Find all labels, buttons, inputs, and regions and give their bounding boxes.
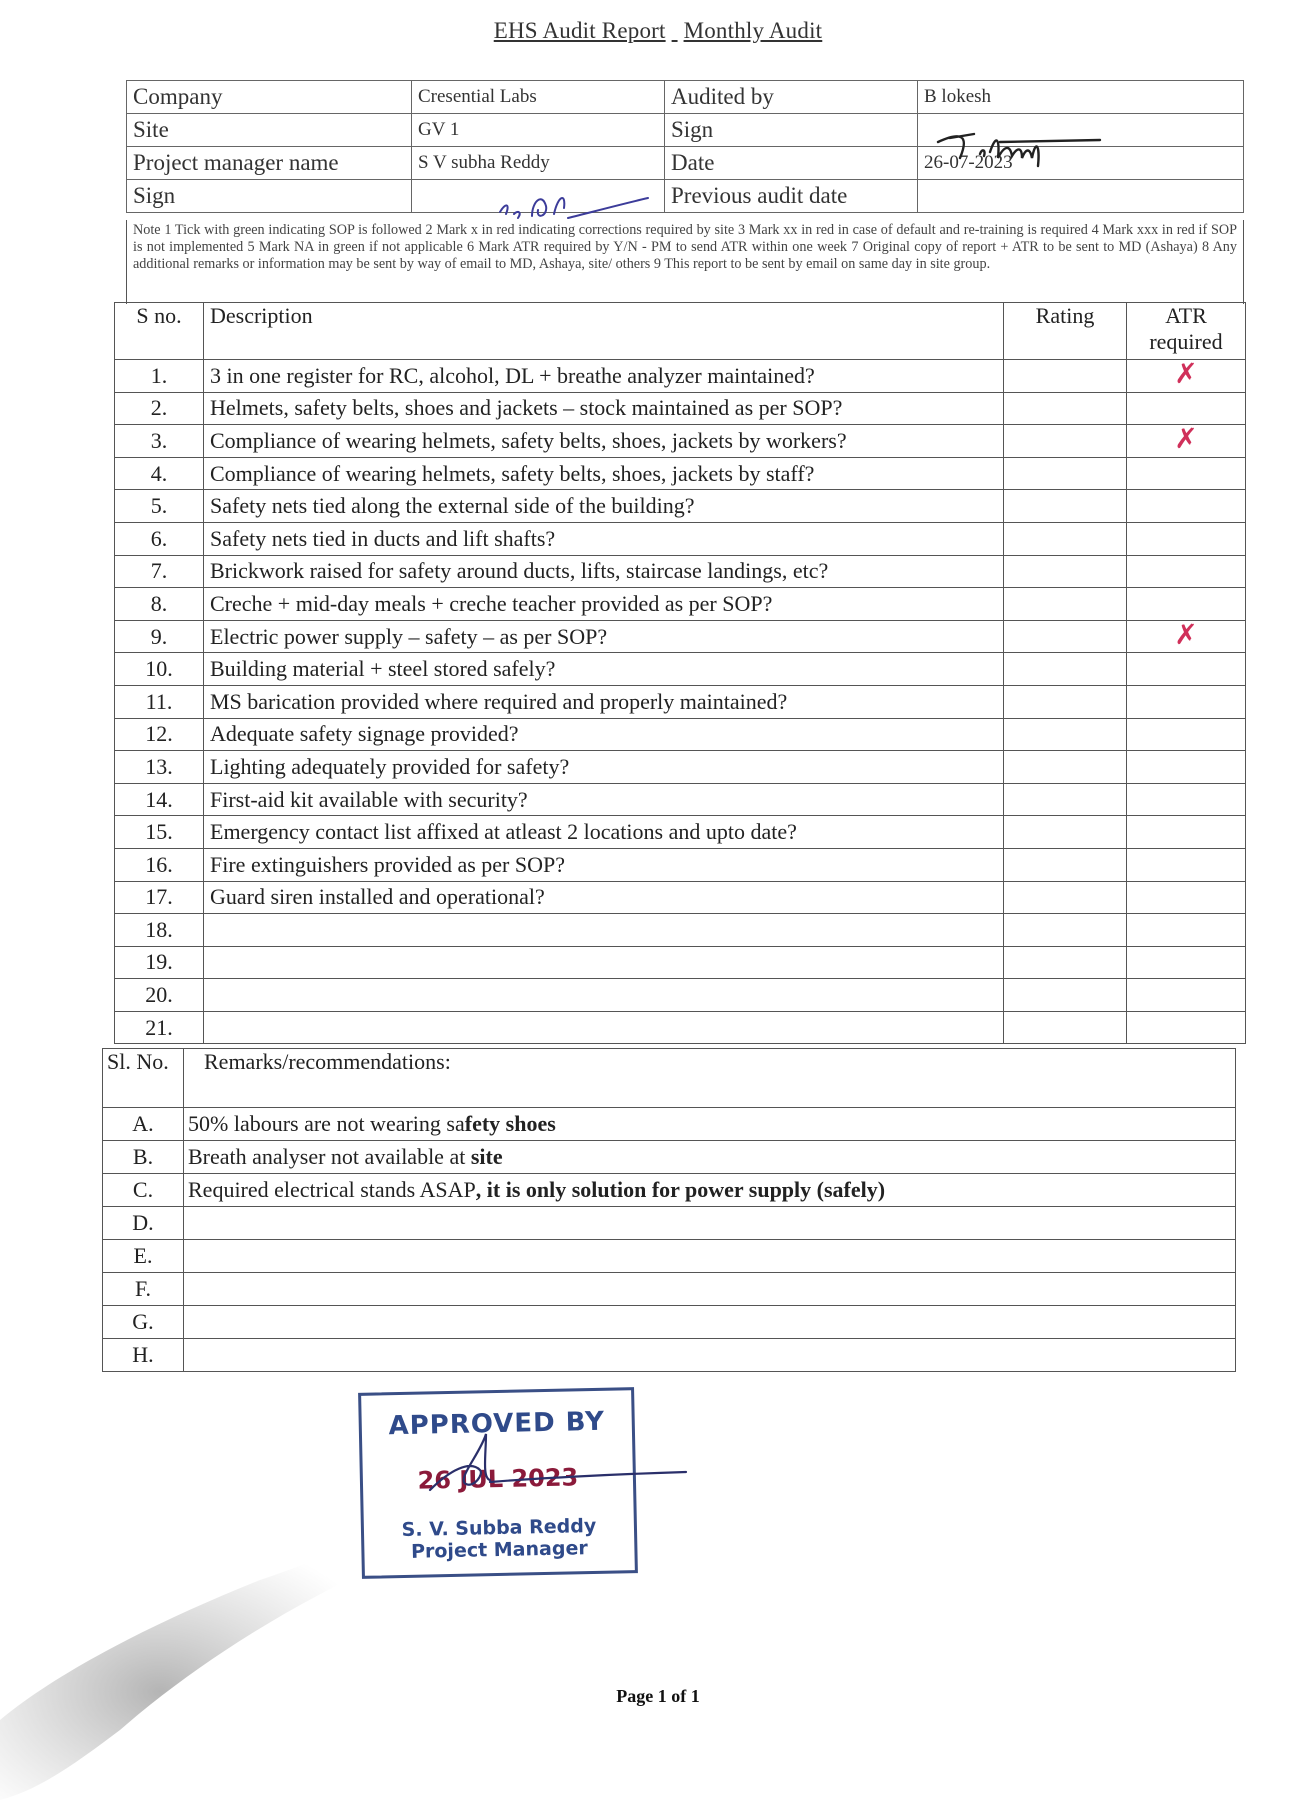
row-sno: 11. (115, 685, 204, 718)
checklist-row (115, 1011, 1246, 1044)
remarks-row (103, 1141, 1236, 1174)
audited-by-label: Audited by (665, 81, 918, 114)
row-sno: 2. (115, 392, 204, 425)
audited-by-value: B lokesh (918, 81, 1244, 114)
remark-text-plain: Required electrical stands ASAP (188, 1177, 476, 1202)
checklist-row (115, 457, 1246, 490)
checklist-table (114, 302, 1246, 1044)
row-atr (1127, 848, 1246, 881)
row-rating (1004, 392, 1127, 425)
row-description: Compliance of wearing helmets, safety belts, shoes, jackets by workers? (204, 425, 1004, 458)
page-title (0, 18, 1316, 44)
remarks-row (103, 1240, 1236, 1273)
checklist-row (115, 914, 1246, 947)
remarks-header-row (103, 1049, 1236, 1108)
row-rating (1004, 685, 1127, 718)
row-atr (1127, 946, 1246, 979)
row-sno: 6. (115, 522, 204, 555)
row-sno: 3. (115, 425, 204, 458)
row-rating (1004, 783, 1127, 816)
stamp-role: Project Manager (410, 1537, 588, 1563)
row-sno: 12. (115, 718, 204, 751)
checklist-row (115, 653, 1246, 686)
row-sno: 17. (115, 881, 204, 914)
row-description: MS barication provided where required and properly maintained? (204, 685, 1004, 718)
row-rating (1004, 914, 1127, 947)
checklist-row (115, 425, 1246, 458)
checklist-row (115, 392, 1246, 425)
checklist-header-row (115, 303, 1246, 360)
remark-text (184, 1174, 1236, 1207)
row-rating (1004, 360, 1127, 393)
row-rating (1004, 653, 1127, 686)
remark-sl: C. (103, 1174, 184, 1207)
row-rating (1004, 522, 1127, 555)
row-rating (1004, 816, 1127, 849)
prev-audit-value (918, 180, 1244, 213)
remark-sl: H. (103, 1339, 184, 1372)
row-rating (1004, 555, 1127, 588)
row-rating (1004, 718, 1127, 751)
checklist-row (115, 816, 1246, 849)
row-rating (1004, 881, 1127, 914)
company-label: Company (127, 81, 412, 114)
row-rating (1004, 425, 1127, 458)
row-sno: 4. (115, 457, 204, 490)
row-atr (1127, 881, 1246, 914)
row-rating (1004, 457, 1127, 490)
remark-sl: E. (103, 1240, 184, 1273)
row-description: Safety nets tied along the external side of the building? (204, 490, 1004, 523)
pm-value: S V subha Reddy (412, 147, 665, 180)
row-description (204, 914, 1004, 947)
remarks-row (103, 1339, 1236, 1372)
red-cross-mark: ✗ (1174, 421, 1198, 455)
row-rating (1004, 490, 1127, 523)
checklist-row (115, 783, 1246, 816)
checklist-row (115, 751, 1246, 784)
row-sno: 1. (115, 360, 204, 393)
remark-sl: D. (103, 1207, 184, 1240)
title-monthly: Monthly Audit (683, 18, 823, 43)
remarks-row (103, 1108, 1236, 1141)
row-rating (1004, 848, 1127, 881)
remark-sl: G. (103, 1306, 184, 1339)
checklist-row (115, 588, 1246, 621)
row-description: Electric power supply – safety – as per SOP? (204, 620, 1004, 653)
row-rating (1004, 1011, 1127, 1044)
site-label: Site (127, 114, 412, 147)
row-sno: 8. (115, 588, 204, 621)
row-sno: 5. (115, 490, 204, 523)
row-rating (1004, 946, 1127, 979)
checklist-row (115, 881, 1246, 914)
remarks-row (103, 1207, 1236, 1240)
row-description: Brickwork raised for safety around ducts, lifts, staircase landings, etc? (204, 555, 1004, 588)
row-atr (1127, 522, 1246, 555)
page-footer: Page 1 of 1 (616, 1686, 700, 1706)
row-description: Creche + mid-day meals + creche teacher provided as per SOP? (204, 588, 1004, 621)
remarks-table (102, 1048, 1236, 1372)
remarks-row (103, 1273, 1236, 1306)
remark-sl: A. (103, 1108, 184, 1141)
remarks-heading: Remarks/recommendations: (184, 1049, 1236, 1108)
remark-text-plain: Breath analyser not available at (188, 1144, 471, 1169)
checklist-row (115, 490, 1246, 523)
remark-text (184, 1306, 1236, 1339)
col-sl-header: Sl. No. (103, 1049, 184, 1108)
row-rating (1004, 979, 1127, 1012)
row-rating (1004, 588, 1127, 621)
row-sno: 16. (115, 848, 204, 881)
remark-text-bold: site (470, 1144, 503, 1169)
remarks-row (103, 1306, 1236, 1339)
row-description: Building material + steel stored safely? (204, 653, 1004, 686)
checklist-row (115, 360, 1246, 393)
remark-text (184, 1240, 1236, 1273)
row-sno: 21. (115, 1011, 204, 1044)
remark-text (184, 1141, 1236, 1174)
title-report: EHS Audit Report (493, 18, 666, 43)
row-atr (1127, 356, 1246, 393)
row-atr (1127, 392, 1246, 425)
remark-text (184, 1108, 1236, 1141)
row-sno: 13. (115, 751, 204, 784)
row-description: Fire extinguishers provided as per SOP? (204, 848, 1004, 881)
row-rating (1004, 751, 1127, 784)
row-description: Emergency contact list affixed at atleast 2 locations and upto date? (204, 816, 1004, 849)
row-sno: 15. (115, 816, 204, 849)
remark-text-bold: fety shoes (464, 1111, 556, 1136)
remarks-row (103, 1174, 1236, 1207)
row-atr (1127, 914, 1246, 947)
row-atr (1127, 588, 1246, 621)
remark-text (184, 1273, 1236, 1306)
prev-audit-label: Previous audit date (665, 180, 918, 213)
remark-text (184, 1207, 1236, 1240)
row-sno: 20. (115, 979, 204, 1012)
pm-label: Project manager name (127, 147, 412, 180)
remark-text (184, 1339, 1236, 1372)
red-cross-mark: ✗ (1174, 617, 1198, 651)
checklist-row (115, 946, 1246, 979)
auditor-sign-label: Sign (665, 114, 918, 147)
row-atr (1127, 783, 1246, 816)
instructions-note: Note 1 Tick with green indicating SOP is followed 2 Mark x in red indicating corrections required by site 3 Mark xx in red in case of default and re-training is required 4 Mark xxx in red if SOP is not implemented 5 Mark NA in green if not applicable 6 Mark ATR required by Y/N - PM to send ATR within one week 7 Original copy of report + ATR to be sent to MD (Ashaya) 8 Any additional remarks or information may be sent by way of email to MD, Ashaya, site/ others 9 This report to be sent by email on same day in site group. (126, 220, 1244, 304)
approver-signature (420, 1430, 690, 1510)
row-sno: 7. (115, 555, 204, 588)
row-atr (1127, 1011, 1246, 1044)
row-description: Safety nets tied in ducts and lift shafts? (204, 522, 1004, 555)
auditor-signature (930, 124, 1110, 170)
stamp-date: 26 JUL 2023 (417, 1463, 579, 1495)
checklist-row (115, 620, 1246, 653)
checklist-row (115, 522, 1246, 555)
checklist-row (115, 685, 1246, 718)
checklist-row (115, 979, 1246, 1012)
row-atr (1127, 653, 1246, 686)
row-atr (1127, 617, 1246, 653)
site-value: GV 1 (412, 114, 665, 147)
row-description: First-aid kit available with security? (204, 783, 1004, 816)
row-sno: 9. (115, 620, 204, 653)
scan-smudge (0, 1500, 420, 1800)
remark-text-bold: , it is only solution for power supply (safely) (475, 1177, 886, 1202)
col-description-header: Description (204, 303, 1004, 360)
row-description: 3 in one register for RC, alcohol, DL + breathe analyzer maintained? (204, 360, 1004, 393)
row-sno: 10. (115, 653, 204, 686)
row-atr (1127, 421, 1246, 458)
row-atr (1127, 555, 1246, 588)
row-description: Compliance of wearing helmets, safety belts, shoes, jackets by staff? (204, 457, 1004, 490)
checklist-row (115, 718, 1246, 751)
row-atr (1127, 490, 1246, 523)
row-description (204, 946, 1004, 979)
checklist-row (115, 555, 1246, 588)
pm-signature (492, 190, 652, 224)
sign-label: Sign (127, 180, 412, 213)
date-value: 26-07-2023 (918, 147, 1244, 180)
company-value: Cresential Labs (412, 81, 665, 114)
row-description: Adequate safety signage provided? (204, 718, 1004, 751)
row-description: Helmets, safety belts, shoes and jackets – stock maintained as per SOP? (204, 392, 1004, 425)
row-description: Guard siren installed and operational? (204, 881, 1004, 914)
stamp-approved-text: APPROVED BY (388, 1406, 606, 1442)
remark-sl: B. (103, 1141, 184, 1174)
row-description (204, 979, 1004, 1012)
row-sno: 14. (115, 783, 204, 816)
row-atr (1127, 751, 1246, 784)
row-atr (1127, 457, 1246, 490)
row-rating (1004, 620, 1127, 653)
row-atr (1127, 685, 1246, 718)
row-description (204, 1011, 1004, 1044)
row-atr (1127, 816, 1246, 849)
remark-sl: F. (103, 1273, 184, 1306)
row-atr (1127, 718, 1246, 751)
row-sno: 18. (115, 914, 204, 947)
checklist-row (115, 848, 1246, 881)
col-rating-header: Rating (1004, 303, 1127, 360)
row-atr (1127, 979, 1246, 1012)
stamp-name: S. V. Subba Reddy (401, 1514, 597, 1542)
row-description: Lighting adequately provided for safety? (204, 751, 1004, 784)
date-label: Date (665, 147, 918, 180)
col-atr-header: ATR required (1127, 303, 1246, 360)
red-cross-mark: ✗ (1174, 356, 1198, 390)
remark-text-plain: 50% labours are not wearing sa (188, 1111, 465, 1136)
row-sno: 19. (115, 946, 204, 979)
col-sno-header: S no. (115, 303, 204, 360)
